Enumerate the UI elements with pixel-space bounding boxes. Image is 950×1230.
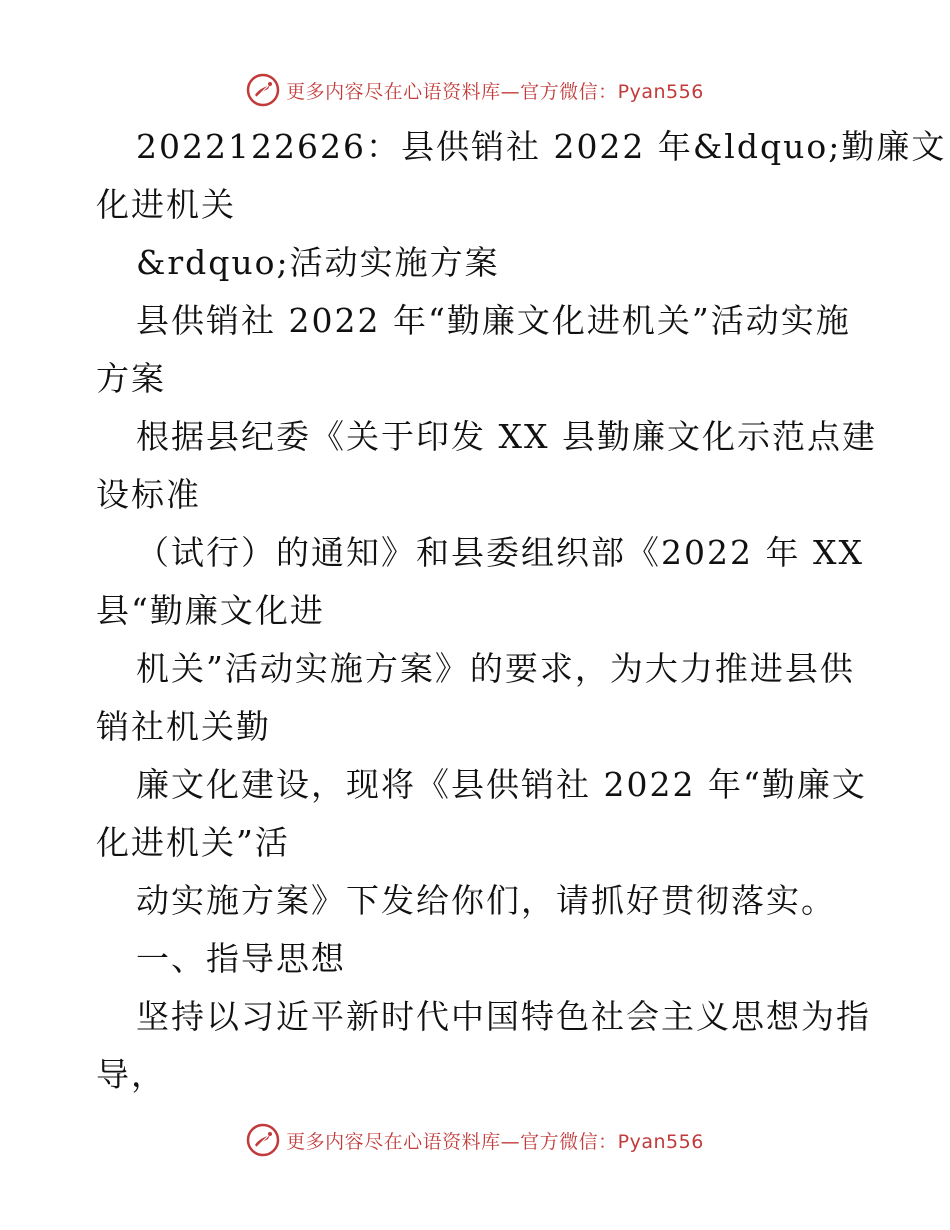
text-line: 化进机关”活 <box>96 823 290 862</box>
text-line: 化进机关 <box>96 185 236 224</box>
text-line: 2022122626：县供销社 2022 年&ldquo;勤廉文 <box>136 127 947 166</box>
text-line: 县供销社 2022 年“勤廉文化进机关”活动实施 <box>136 301 851 340</box>
document-body <box>96 118 947 1104</box>
text-line: 销社机关勤 <box>96 707 271 746</box>
book-quill-logo-icon <box>246 1123 280 1157</box>
watermark-banner-top <box>0 68 950 112</box>
text-line: 方案 <box>96 359 166 398</box>
text-line: 根据县纪委《关于印发 XX 县勤廉文化示范点建 <box>136 417 877 456</box>
text-line: 导， <box>96 1055 166 1094</box>
text-line: 机关”活动实施方案》的要求，为大力推进县供 <box>136 649 855 688</box>
text-line: 坚持以习近平新时代中国特色社会主义思想为指 <box>136 997 871 1036</box>
watermark-text: 更多内容尽在心语资料库—官方微信：Pyan556 <box>286 1130 704 1153</box>
text-line: 设标准 <box>96 475 201 514</box>
text-line: 县“勤廉文化进 <box>96 591 325 630</box>
watermark-text: 更多内容尽在心语资料库—官方微信：Pyan556 <box>286 80 704 103</box>
text-line: &rdquo;活动实施方案 <box>136 243 500 282</box>
text-line: 动实施方案》下发给你们，请抓好贯彻落实。 <box>136 881 836 920</box>
text-line: 廉文化建设，现将《县供销社 2022 年“勤廉文 <box>136 765 867 804</box>
text-line: （试行）的通知》和县委组织部《2022 年 XX <box>136 533 864 572</box>
book-quill-logo-icon <box>246 73 280 107</box>
section-heading: 一、指导思想 <box>136 939 346 978</box>
watermark-banner-bottom <box>0 1118 950 1162</box>
